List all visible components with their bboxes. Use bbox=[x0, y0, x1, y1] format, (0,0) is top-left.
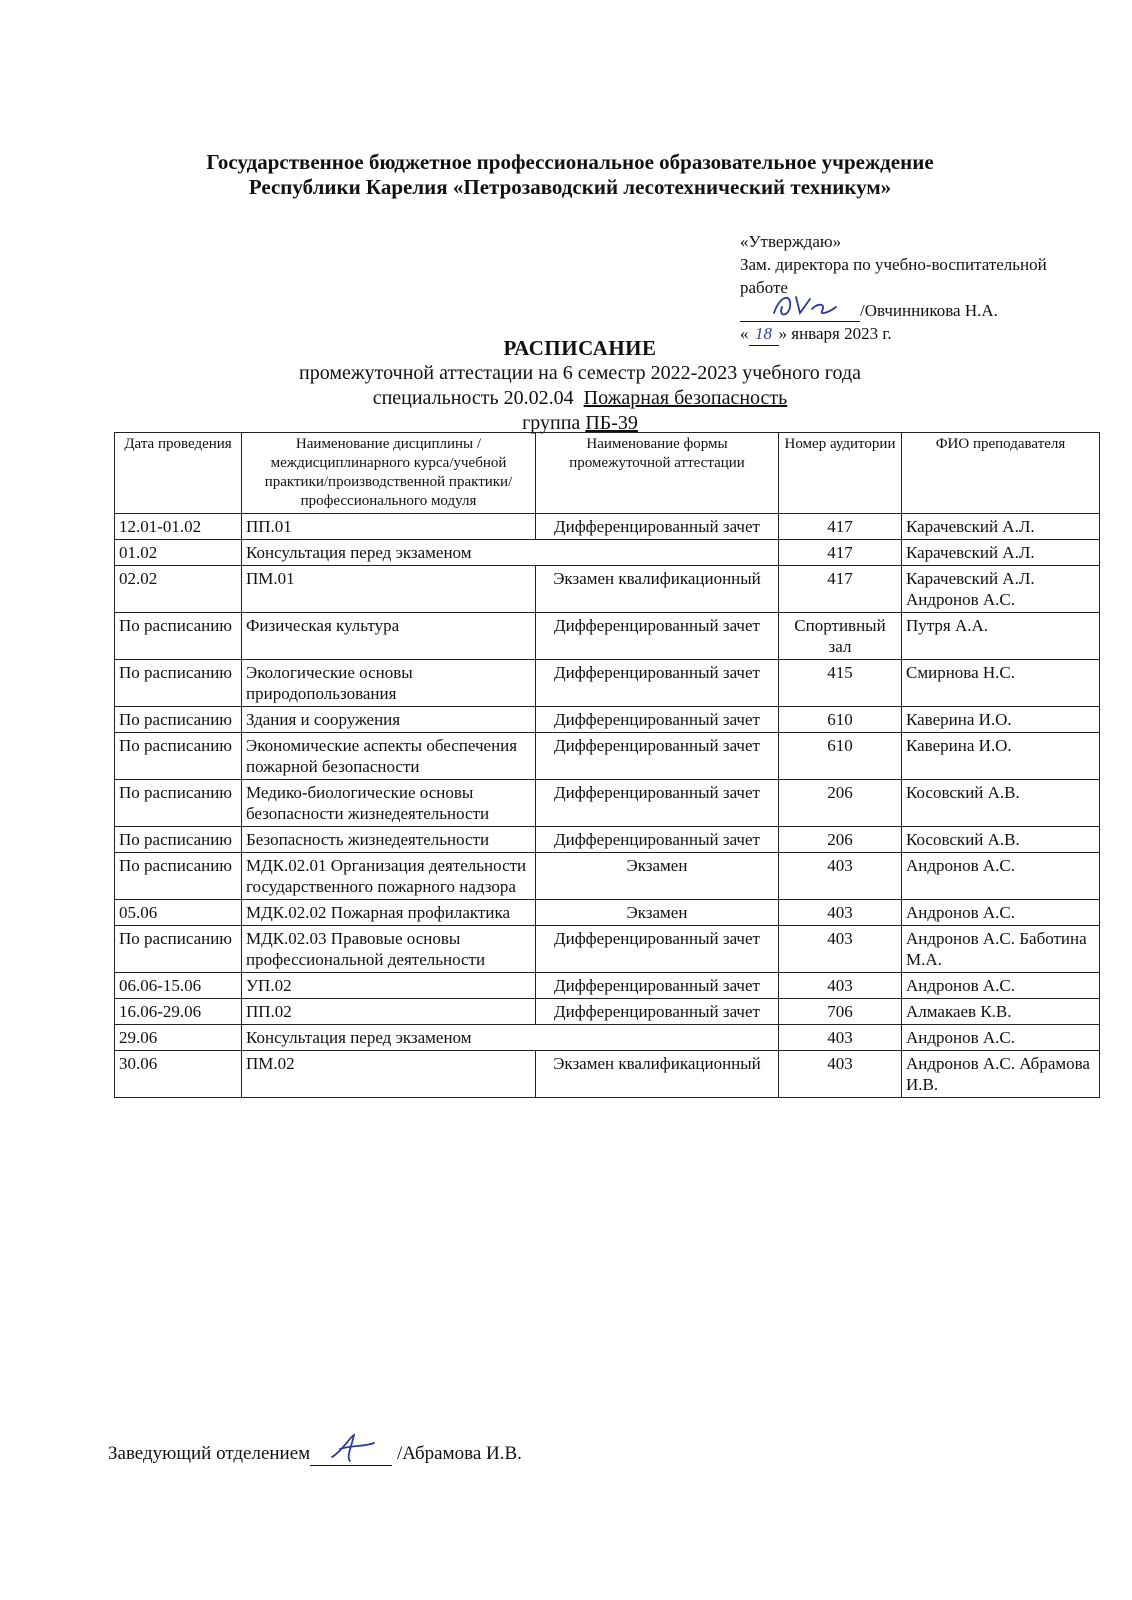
row-teacher: Андронов А.С. Абрамова И.В. bbox=[902, 1051, 1100, 1098]
table-row bbox=[115, 1051, 1100, 1098]
schedule-title-block bbox=[240, 336, 920, 436]
row-date: По расписанию bbox=[115, 926, 242, 973]
approval-signer: /Овчинникова Н.А. bbox=[860, 301, 998, 320]
footer-signer: /Абрамова И.В. bbox=[396, 1443, 522, 1464]
row-discipline: УП.02 bbox=[242, 973, 536, 999]
approval-position: Зам. директора по учебно-воспитательной bbox=[740, 255, 1047, 274]
row-teacher: Андронов А.С. bbox=[902, 1025, 1100, 1051]
row-form: Дифференцированный зачет bbox=[536, 733, 779, 780]
row-room: 403 bbox=[779, 1025, 902, 1051]
row-room: 206 bbox=[779, 780, 902, 827]
row-form: Дифференцированный зачет bbox=[536, 827, 779, 853]
row-teacher: Андронов А.С. Баботина М.А. bbox=[902, 926, 1100, 973]
row-date: 29.06 bbox=[115, 1025, 242, 1051]
row-form: Экзамен bbox=[536, 853, 779, 900]
row-discipline: Консультация перед экзаменом bbox=[242, 540, 779, 566]
schedule-table bbox=[114, 432, 1100, 1098]
row-teacher: Путря А.А. bbox=[902, 613, 1100, 660]
header-teacher: ФИО преподавателя bbox=[902, 433, 1100, 514]
row-room: 415 bbox=[779, 660, 902, 707]
row-room: 403 bbox=[779, 853, 902, 900]
row-form: Экзамен квалификационный bbox=[536, 1051, 779, 1098]
table-row bbox=[115, 973, 1100, 999]
table-row bbox=[115, 827, 1100, 853]
specialty-name: Пожарная безопасность bbox=[583, 387, 788, 409]
row-discipline: Консультация перед экзаменом bbox=[242, 1025, 779, 1051]
table-row bbox=[115, 707, 1100, 733]
row-discipline: МДК.02.01 Организация деятельности государственного пожарного надзора bbox=[242, 853, 536, 900]
approval-signature-line bbox=[740, 303, 860, 322]
row-discipline: МДК.02.03 Правовые основы профессиональной деятельности bbox=[242, 926, 536, 973]
row-discipline: ПМ.01 bbox=[242, 566, 536, 613]
row-form: Дифференцированный зачет bbox=[536, 926, 779, 973]
table-row bbox=[115, 999, 1100, 1025]
table-row bbox=[115, 853, 1100, 900]
table-row bbox=[115, 1025, 1100, 1051]
row-discipline: ПП.02 bbox=[242, 999, 536, 1025]
table-header-row bbox=[115, 433, 1100, 514]
row-form: Экзамен bbox=[536, 900, 779, 926]
row-date: По расписанию bbox=[115, 853, 242, 900]
signature-mark bbox=[770, 289, 840, 323]
institution-name-line1: Государственное бюджетное профессиональное образовательное учреждение bbox=[206, 150, 934, 174]
row-room: 610 bbox=[779, 733, 902, 780]
approval-position-cont: работе bbox=[740, 278, 788, 297]
row-room: Спортивный зал bbox=[779, 613, 902, 660]
row-date: По расписанию bbox=[115, 707, 242, 733]
header-discipline: Наименование дисциплины /междисциплинарного курса/учебной практики/производственной практики/профессионального модуля bbox=[242, 433, 536, 514]
approval-block bbox=[740, 230, 1100, 346]
row-room: 403 bbox=[779, 973, 902, 999]
row-date: По расписанию bbox=[115, 660, 242, 707]
table-row bbox=[115, 660, 1100, 707]
row-form: Экзамен квалификационный bbox=[536, 566, 779, 613]
row-date: 12.01-01.02 bbox=[115, 514, 242, 540]
table-row bbox=[115, 566, 1100, 613]
document-subtitle: промежуточной аттестации на 6 семестр 2022-2023 учебного года bbox=[299, 362, 861, 384]
row-discipline: Безопасность жизнедеятельности bbox=[242, 827, 536, 853]
institution-header bbox=[120, 150, 1020, 200]
row-teacher: Андронов А.С. bbox=[902, 853, 1100, 900]
header-room: Номер аудитории bbox=[779, 433, 902, 514]
row-date: По расписанию bbox=[115, 613, 242, 660]
row-discipline: Здания и сооружения bbox=[242, 707, 536, 733]
table-row bbox=[115, 613, 1100, 660]
header-form: Наименование формы промежуточной аттестации bbox=[536, 433, 779, 514]
row-form: Дифференцированный зачет bbox=[536, 660, 779, 707]
row-discipline: Медико-биологические основы безопасности жизнедеятельности bbox=[242, 780, 536, 827]
table-row bbox=[115, 514, 1100, 540]
row-teacher: Косовский А.В. bbox=[902, 827, 1100, 853]
approval-caption: «Утверждаю» bbox=[740, 232, 842, 251]
signature-mark bbox=[328, 1431, 378, 1465]
row-date: 05.06 bbox=[115, 900, 242, 926]
table-row bbox=[115, 900, 1100, 926]
group-name: ПБ-39 bbox=[585, 412, 638, 434]
row-discipline: ПП.01 bbox=[242, 514, 536, 540]
row-form: Дифференцированный зачет bbox=[536, 613, 779, 660]
row-date: 30.06 bbox=[115, 1051, 242, 1098]
footer-signature bbox=[108, 1442, 808, 1466]
row-form: Дифференцированный зачет bbox=[536, 780, 779, 827]
row-room: 403 bbox=[779, 900, 902, 926]
row-form: Дифференцированный зачет bbox=[536, 514, 779, 540]
row-teacher: Карачевский А.Л. Андронов А.С. bbox=[902, 566, 1100, 613]
row-teacher: Карачевский А.Л. bbox=[902, 540, 1100, 566]
institution-name-line2: Республики Карелия «Петрозаводский лесотехнический техникум» bbox=[248, 175, 892, 199]
row-teacher: Карачевский А.Л. bbox=[902, 514, 1100, 540]
approval-date-rest: » января 2023 г. bbox=[778, 324, 892, 343]
specialty-line bbox=[240, 386, 920, 411]
table-row bbox=[115, 733, 1100, 780]
row-teacher: Андронов А.С. bbox=[902, 973, 1100, 999]
table-row bbox=[115, 780, 1100, 827]
footer-signature-line bbox=[310, 1445, 392, 1466]
document-title: РАСПИСАНИЕ bbox=[503, 336, 657, 360]
row-date: 16.06-29.06 bbox=[115, 999, 242, 1025]
row-teacher: Косовский А.В. bbox=[902, 780, 1100, 827]
footer-role: Заведующий отделением bbox=[108, 1443, 311, 1464]
table-row bbox=[115, 540, 1100, 566]
row-discipline: ПМ.02 bbox=[242, 1051, 536, 1098]
row-date: По расписанию bbox=[115, 827, 242, 853]
row-room: 403 bbox=[779, 926, 902, 973]
row-teacher: Каверина И.О. bbox=[902, 707, 1100, 733]
header-date: Дата проведения bbox=[115, 433, 242, 514]
row-teacher: Каверина И.О. bbox=[902, 733, 1100, 780]
row-date: По расписанию bbox=[115, 733, 242, 780]
row-date: По расписанию bbox=[115, 780, 242, 827]
approval-date-day: 18 bbox=[749, 322, 779, 346]
row-room: 417 bbox=[779, 514, 902, 540]
row-form: Дифференцированный зачет bbox=[536, 999, 779, 1025]
row-discipline: Физическая культура bbox=[242, 613, 536, 660]
table-row bbox=[115, 926, 1100, 973]
row-room: 403 bbox=[779, 1051, 902, 1098]
row-discipline: Экологические основы природопользования bbox=[242, 660, 536, 707]
row-room: 706 bbox=[779, 999, 902, 1025]
approval-signature-row bbox=[740, 299, 1100, 322]
row-form: Дифференцированный зачет bbox=[536, 707, 779, 733]
row-room: 206 bbox=[779, 827, 902, 853]
specialty-prefix: специальность 20.02.04 bbox=[372, 387, 574, 409]
group-prefix: группа bbox=[522, 412, 581, 434]
row-date: 02.02 bbox=[115, 566, 242, 613]
row-discipline: МДК.02.02 Пожарная профилактика bbox=[242, 900, 536, 926]
row-room: 610 bbox=[779, 707, 902, 733]
row-date: 01.02 bbox=[115, 540, 242, 566]
row-form: Дифференцированный зачет bbox=[536, 973, 779, 999]
row-discipline: Экономические аспекты обеспечения пожарной безопасности bbox=[242, 733, 536, 780]
row-room: 417 bbox=[779, 540, 902, 566]
row-teacher: Смирнова Н.С. bbox=[902, 660, 1100, 707]
row-room: 417 bbox=[779, 566, 902, 613]
row-teacher: Алмакаев К.В. bbox=[902, 999, 1100, 1025]
row-teacher: Андронов А.С. bbox=[902, 900, 1100, 926]
approval-date-open: « bbox=[740, 324, 749, 343]
row-date: 06.06-15.06 bbox=[115, 973, 242, 999]
